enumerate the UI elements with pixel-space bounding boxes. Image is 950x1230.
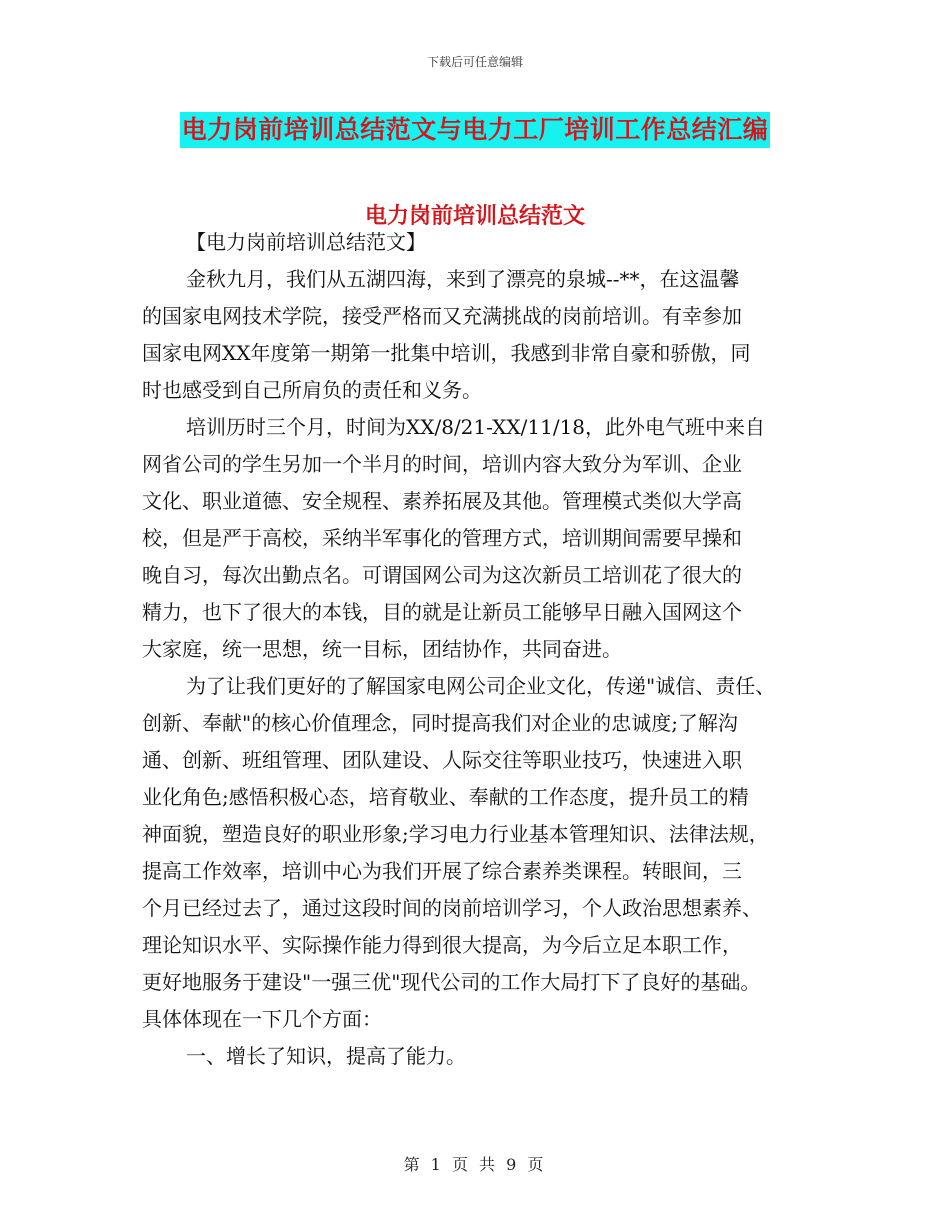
text-line: 的国家电网技术学院，接受严格而又充满挑战的岗前培训。有幸参加 <box>142 304 742 328</box>
text-line: 校，但是严于高校，采纳半军事化的管理方式，培训期间需要早操和 <box>142 526 742 550</box>
text-line: 理论知识水平、实际操作能力得到很大提高，为今后立足本职工作， <box>142 933 742 957</box>
section-title: 电力岗前培训总结范文 <box>364 204 585 229</box>
text-line: 个月已经过去了，通过这段时间的岗前培训学习，个人政治思想素养、 <box>142 896 762 920</box>
text-line: 创新、奉献"的核心价值理念，同时提高我们对企业的忠诚度;了解沟 <box>142 711 738 735</box>
text-line: 大家庭，统一思想，统一目标，团结协作，共同奋进。 <box>142 637 622 661</box>
text-line: 通、创新、班组管理、团队建设、人际交往等职业技巧，快速进入职 <box>142 748 742 772</box>
page-number: 第 1 页 共 9 页 <box>403 1155 547 1174</box>
body-text <box>142 216 832 1075</box>
text-line: 精力，也下了很大的本钱，目的就是让新员工能够早日融入国网这个 <box>142 600 742 624</box>
document-title-container <box>0 112 950 148</box>
subheading-line: 一、增长了知识，提高了能力。 <box>186 1044 466 1068</box>
text-line: 业化角色;感悟积极心态，培育敬业、奉献的工作态度，提升员工的精 <box>142 785 749 809</box>
text-line: 国家电网XX年度第一期第一批集中培训，我感到非常自豪和骄傲，同 <box>142 341 751 365</box>
text-line: 网省公司的学生另加一个半月的时间，培训内容大致分为军训、企业 <box>142 452 742 476</box>
document-title: 电力岗前培训总结范文与电力工厂培训工作总结汇编 <box>180 112 771 148</box>
text-line: 为了让我们更好的了解国家电网公司企业文化，传递"诚信、责任、 <box>186 674 776 698</box>
text-line: 培训历时三个月，时间为XX/8/21-XX/11/18，此外电气班中来自 <box>186 415 766 439</box>
text-line: 提高工作效率，培训中心为我们开展了综合素养类课程。转眼间，三 <box>142 859 742 883</box>
text-line: 金秋九月，我们从五湖四海，来到了漂亮的泉城--**，在这温馨 <box>186 267 740 291</box>
text-line: 神面貌，塑造良好的职业形象;学习电力行业基本管理知识、法律法规， <box>142 822 769 846</box>
header-note: 下载后可任意编辑 <box>426 55 523 69</box>
bracket-heading: 【电力岗前培训总结范文】 <box>186 230 426 254</box>
text-line: 晚自习，每次出勤点名。可谓国网公司为这次新员工培训花了很大的 <box>142 563 742 587</box>
text-line: 更好地服务于建设"一强三优"现代公司的工作大局打下了良好的基础。 <box>142 970 761 994</box>
text-line: 时也感受到自己所肩负的责任和义务。 <box>142 378 482 402</box>
text-line: 具体体现在一下几个方面： <box>142 1007 382 1031</box>
text-line: 文化、职业道德、安全规程、素养拓展及其他。管理模式类似大学高 <box>142 489 742 513</box>
